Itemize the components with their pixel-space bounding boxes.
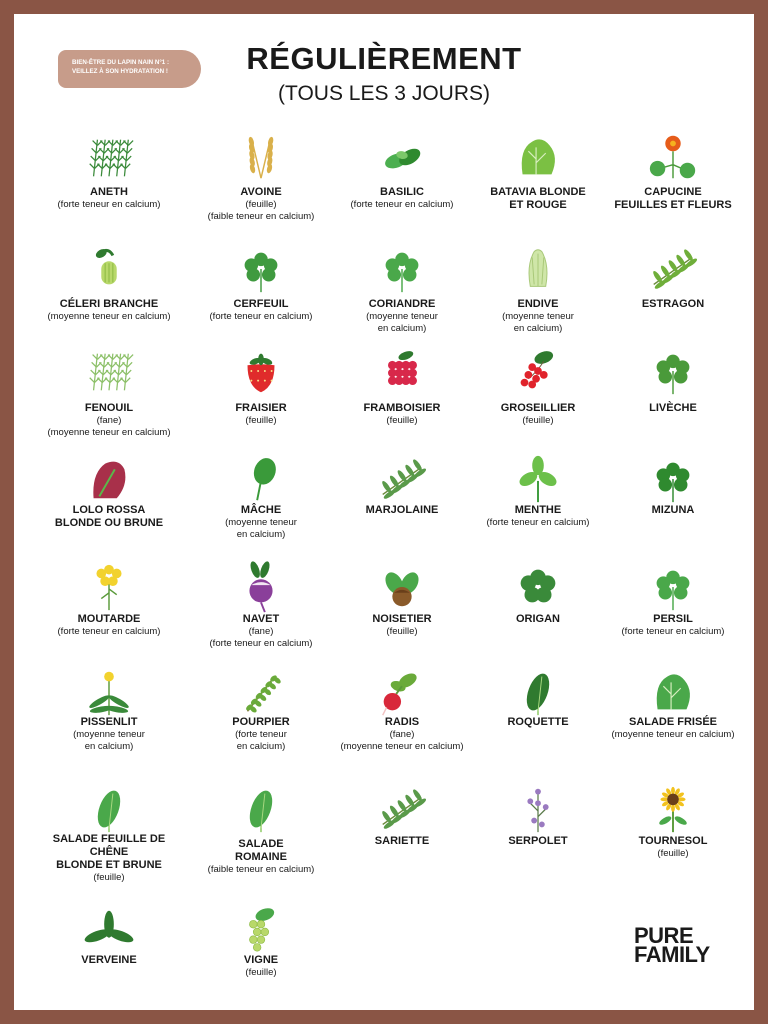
plant-note: (forte teneur en calcium) xyxy=(57,626,161,637)
plant-item xyxy=(603,298,743,311)
plant-note: en calcium) xyxy=(236,741,286,752)
plant-name: FRAISIER xyxy=(235,402,287,414)
plant-item xyxy=(39,504,179,530)
parsley-icon xyxy=(603,560,743,614)
badge-line-2: VEILLEZ À SON HYDRATATION ! xyxy=(72,68,168,75)
plant-item xyxy=(39,613,179,638)
plant-note: (feuille) xyxy=(386,415,418,426)
oregano-icon xyxy=(468,560,608,614)
plant-note: (moyenne teneur en calcium) xyxy=(47,427,171,438)
plant-note: (fane) xyxy=(389,729,415,740)
plant-name: RADIS xyxy=(384,716,420,728)
plant-name: ESTRAGON xyxy=(641,298,705,310)
plant-note: (moyenne teneur en calcium) xyxy=(47,311,171,322)
dill-icon xyxy=(39,130,179,184)
plant-item xyxy=(468,716,608,729)
celery-icon xyxy=(39,242,179,296)
plant-item xyxy=(332,613,472,638)
plant-name: ENDIVE xyxy=(517,298,559,310)
plant-name: MARJOLAINE xyxy=(365,504,439,516)
plant-name: ORIGAN xyxy=(516,613,560,625)
plant-name: FENOUIL xyxy=(84,402,134,414)
plant-item xyxy=(332,835,472,848)
mint-icon xyxy=(468,452,608,506)
plant-item xyxy=(39,402,179,439)
lolo-rossa-icon xyxy=(39,452,179,506)
turnip-icon xyxy=(191,560,331,614)
plant-name: SERPOLET xyxy=(508,835,568,847)
plant-name: PERSIL xyxy=(653,613,693,625)
plant-name: VERVEINE xyxy=(81,954,137,966)
plant-note: (moyenne teneur en calcium) xyxy=(340,741,464,752)
radish-icon xyxy=(332,665,472,719)
plant-item xyxy=(191,504,331,541)
plant-note: (fane) xyxy=(96,415,122,426)
plant-name: MOUTARDE xyxy=(77,613,141,625)
lovage-icon xyxy=(603,344,743,398)
plant-item xyxy=(603,613,743,638)
plant-item xyxy=(191,838,331,876)
coriander-icon xyxy=(332,242,472,296)
plant-note: en calcium) xyxy=(84,741,134,752)
vine-icon xyxy=(191,903,331,957)
plant-item xyxy=(39,716,179,753)
raspberry-icon xyxy=(332,344,472,398)
endive-icon xyxy=(468,242,608,296)
basil-icon xyxy=(332,130,472,184)
plant-note: (forte teneur en calcium) xyxy=(209,311,313,322)
plant-note: (forte teneur en calcium) xyxy=(350,199,454,210)
plant-item xyxy=(191,402,331,427)
plant-note: (forte teneur xyxy=(235,729,287,740)
plant-name: ANETH xyxy=(90,186,128,198)
plant-name: NAVET xyxy=(242,613,280,625)
plant-name: CORIANDRE xyxy=(368,298,436,310)
plant-name: SALADE FEUILLE DE CHÊNE BLONDE ET BRUNE xyxy=(52,833,166,871)
plant-name: TOURNESOL xyxy=(638,835,708,847)
plant-item xyxy=(468,835,608,848)
plant-note: en calcium) xyxy=(513,323,563,334)
plant-item xyxy=(191,716,331,753)
plant-item xyxy=(603,186,743,212)
oat-icon xyxy=(191,130,331,184)
marjoram-icon xyxy=(332,452,472,506)
plant-note: (feuille) xyxy=(245,199,277,210)
savory-icon xyxy=(332,782,472,836)
plant-name: MIZUNA xyxy=(651,504,695,516)
plant-item xyxy=(39,954,179,967)
plant-note: (forte teneur en calcium) xyxy=(486,517,590,528)
mustard-icon xyxy=(39,560,179,614)
verbena-icon xyxy=(39,903,179,957)
plant-note: (moyenne teneur xyxy=(366,311,438,322)
hazel-icon xyxy=(332,560,472,614)
purslane-icon xyxy=(191,665,331,719)
plant-note: en calcium) xyxy=(236,529,286,540)
plant-item xyxy=(191,186,331,223)
brand-logo xyxy=(634,923,710,967)
plant-note: (feuille) xyxy=(245,967,277,978)
plant-item xyxy=(332,716,472,753)
plant-name: CAPUCINE FEUILLES ET FLEURS xyxy=(614,186,732,211)
plant-name: AVOINE xyxy=(240,186,282,198)
plant-note: (feuille) xyxy=(93,872,125,883)
plant-item xyxy=(603,402,743,415)
page-title: RÉGULIÈREMENT xyxy=(246,41,522,76)
plant-name: BATAVIA BLONDE ET ROUGE xyxy=(490,186,586,211)
plant-item xyxy=(468,504,608,529)
tarragon-icon xyxy=(603,242,743,296)
arugula-icon xyxy=(468,665,608,719)
sunflower-icon xyxy=(603,782,743,836)
oakleaf-lettuce-icon xyxy=(39,782,179,836)
dandelion-icon xyxy=(39,665,179,719)
chervil-icon xyxy=(191,242,331,296)
plant-item xyxy=(191,298,331,323)
plant-name: CERFEUIL xyxy=(233,298,289,310)
plant-note: (feuille) xyxy=(245,415,277,426)
wild-thyme-icon xyxy=(468,782,608,836)
plant-name: MÂCHE xyxy=(240,504,282,516)
plant-name: LIVÈCHE xyxy=(649,402,697,414)
plant-name: CÉLERI BRANCHE xyxy=(59,298,159,310)
plant-item xyxy=(332,186,472,211)
plant-name: NOISETIER xyxy=(372,613,432,625)
plant-item xyxy=(39,833,179,884)
strawberry-icon xyxy=(191,344,331,398)
plant-note: (forte teneur en calcium) xyxy=(57,199,161,210)
plant-name: VIGNE xyxy=(243,954,279,966)
plant-item xyxy=(191,613,331,650)
plant-note: (fane) xyxy=(248,626,274,637)
plant-item xyxy=(603,504,743,517)
plant-item xyxy=(332,298,472,335)
plant-name: SALADE ROMAINE xyxy=(235,838,287,863)
plant-item xyxy=(332,402,472,427)
lettuce-icon xyxy=(468,130,608,184)
plant-name: POURPIER xyxy=(232,716,290,728)
plant-item xyxy=(468,186,608,212)
plant-item xyxy=(191,954,331,979)
plant-name: FRAMBOISIER xyxy=(363,402,441,414)
plant-note: (faible teneur en calcium) xyxy=(207,864,315,875)
plant-item xyxy=(603,716,743,741)
logo-line-1: PURE xyxy=(634,923,694,948)
plant-name: GROSEILLIER xyxy=(500,402,576,414)
plant-name: MENTHE xyxy=(514,504,562,516)
poster xyxy=(14,14,754,1010)
plant-note: en calcium) xyxy=(377,323,427,334)
plant-name: ROQUETTE xyxy=(507,716,569,728)
logo-line-2: FAMILY xyxy=(634,942,710,967)
fennel-icon xyxy=(39,344,179,398)
plant-item xyxy=(468,402,608,427)
plant-note: (moyenne teneur xyxy=(225,517,297,528)
plant-item xyxy=(603,835,743,860)
plant-name: PISSENLIT xyxy=(80,716,138,728)
lambs-lettuce-icon xyxy=(191,452,331,506)
plant-item xyxy=(468,613,608,626)
plant-note: (moyenne teneur xyxy=(502,311,574,322)
plant-note: (moyenne teneur en calcium) xyxy=(611,729,735,740)
plant-name: SALADE FRISÉE xyxy=(628,716,717,728)
plant-note: (feuille) xyxy=(657,848,689,859)
plant-note: (faible teneur en calcium) xyxy=(207,211,315,222)
plant-name: BASILIC xyxy=(380,186,424,198)
nasturtium-icon xyxy=(603,130,743,184)
badge-line-1: BIEN-ÊTRE DU LAPIN NAIN N°1 : xyxy=(72,59,170,66)
plant-item xyxy=(39,186,179,211)
romaine-icon xyxy=(191,782,331,836)
plant-note: (feuille) xyxy=(386,626,418,637)
page-subtitle: (TOUS LES 3 JOURS) xyxy=(278,82,490,105)
plant-note: (feuille) xyxy=(522,415,554,426)
redcurrant-icon xyxy=(468,344,608,398)
plant-item xyxy=(332,504,472,517)
plant-item xyxy=(39,298,179,323)
plant-note: (forte teneur en calcium) xyxy=(621,626,725,637)
plant-name: LOLO ROSSA BLONDE OU BRUNE xyxy=(54,504,164,529)
plant-item xyxy=(468,298,608,335)
plant-note: (forte teneur en calcium) xyxy=(209,638,313,649)
plant-note: (moyenne teneur xyxy=(73,729,145,740)
plant-name: SARIETTE xyxy=(374,835,430,847)
mizuna-icon xyxy=(603,452,743,506)
frisee-icon xyxy=(603,665,743,719)
